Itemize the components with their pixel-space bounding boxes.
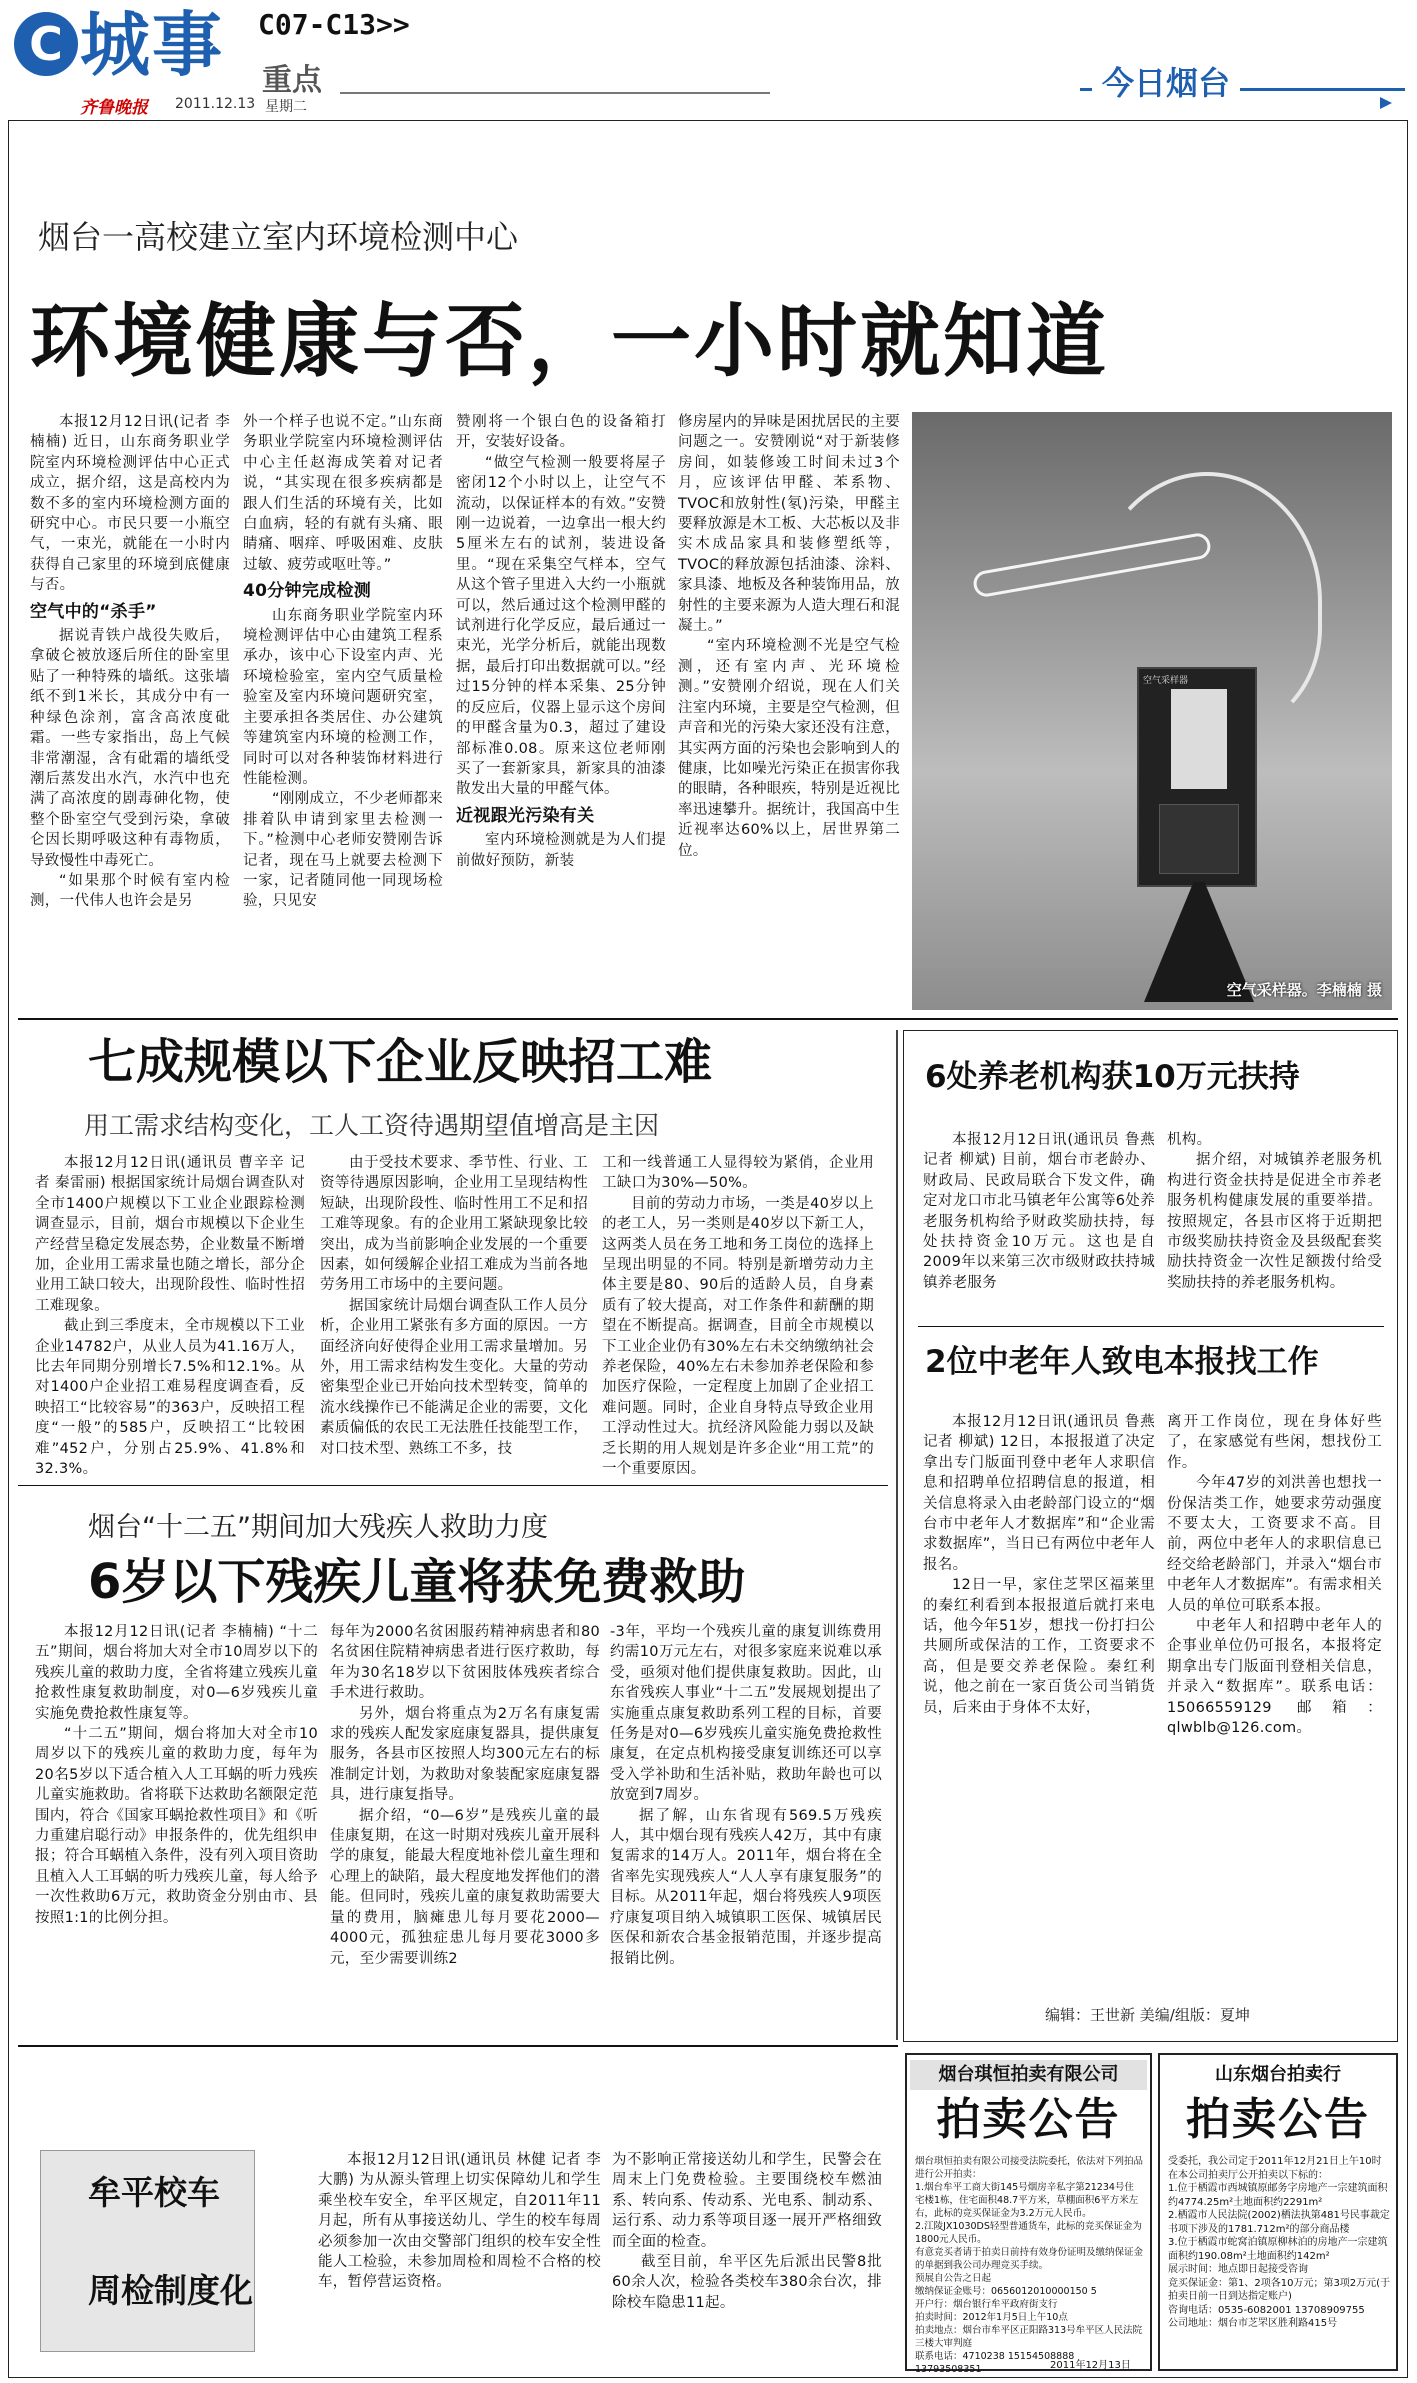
article1-col3: 赞刚将一个银白色的设备箱打开，安装好设备。 “做空气检测一般要将屋子密闭12个小时以上，让空气不流动，以保证样本的有效。”安赞刚一边说着，一边拿出一根大约5厘米左右的试剂，装进设备里。“现在采集空气样本，空气从这个管子里进入大约一小瓶就可以，然后通过这个检测甲醛的试剂进行化学反应，最后通过一束光，光学分析后，就能出现数据，最后打印出数据就可以。”经过15分钟的样本采集、25分钟的反应后，仪器上显示这个房间的甲醛含量为0.3，超过了建设部标准0.08。原来这位老师刚买了一套新家具，新家具的油漆散发出大量的甲醛气体。 近视跟光污染有关 室内环境检测就是为人们提前做好预防，新装 (456, 414, 666, 869)
photo-caption: 空气采样器。李楠楠 摄 (1226, 981, 1382, 999)
article3-headline: 6处养老机构获10万元扶持 (925, 1059, 1300, 1095)
ad2-company: 山东烟台拍卖行 (1215, 2064, 1341, 2085)
article2-col1: 本报12月12日讯(通讯员 曹辛辛 记者 秦雷丽) 根据国家统计局烟台调查队对全市1400户规模以下工业企业跟踪检测调查显示，目前，烟台市规模以下企业生产经营呈稳定发展态势，企业数量不断增加，企业用工需求量也随之增长，部分企业用工缺口较大，出现阶段性、临时性招工难现象。 截止到三季度末，全市规模以下工业企业14782户，从业人员为41.16万人，比去年同期分别增长7.5%和12.1%。从对1400户企业招工难易程度调查看，反映招工“比较容易”的363户，反映招工程度“一般”的585户，反映招工“比较困难”452户，分别占25.9%、41.8%和32.3%。 (35, 1155, 305, 1478)
article5-headline: 6岁以下残疾儿童将获免费救助 (88, 1554, 746, 1610)
photo-device-icon (1137, 667, 1257, 887)
article1-col4: 修房屋内的异味是困扰居民的主要问题之一。安赞刚说“对于新装修房间，如装修竣工时间未过3个月，应该评估甲醛、苯系物、TVOC和放射性(氡)污染，甲醛主要释放源是木工板、大芯板以及非实木成品家具和装修塑纸等，TVOC的释放源包括油漆、涂料、家具漆、地板及各种装饰用品，放射性的主要来源为人造大理石和混凝土。” “室内环境检测不光是空气检测，还有室内声、光环境检测。”安赞刚介绍说，现在人们关注室内环境，主要是空气检测，但声音和光的污染大家还没有注意，其实两方面的污染也会影响到人的健康，比如噪光污染正在损害你我的眼睛，各种眼疾，特别是近视比率迅速攀升。据统计，我国高中生近视率达60%以上，居世界第二位。 (678, 414, 900, 859)
ad2-body: 受委托，我公司定于2011年12月21日上午10时在本公司拍卖厅公开拍卖以下标的： 1.位于栖霞市西城镇原邮务字房地产一宗建筑面积约4774.25m²土地面积约2291m² 2.栖霞市人民法院(2002)栖法执第481号民事裁定书项下涉及的1781.712m²的部分商品楼 3.位于栖霞市蛇窝泊镇原柳林泊的房地产一宗建筑面积约190.08m²土地面积约142m² 展示时间：地点即日起接受咨询 竞买保证金：第1、2项各10万元；第3项2万元(于拍卖日前一日到达指定账户) 咨询电话：0535-6082001 13708909755 公司地址：烟台市芝罘区胜利路415号 (1168, 2156, 1391, 2329)
article6-title-line1: 牟平校车 (88, 2173, 220, 2212)
article6-col1: 本报12月12日讯(通讯员 林健 记者 李大鹏) 为从源头管理上切实保障幼儿和学生乘坐校车安全，牟平区规定，自2011年11月起，所有从事接送幼儿、学生的校车每周必须参加一次由交警部门组织的校车安全性能人工检验，未参加周检和周检不合格的校车，暂停营运资格。 (318, 2152, 601, 2291)
ad1-date: 2011年12月13日 (1050, 2360, 1131, 2371)
article6-col2: 为不影响正常接送幼儿和学生，民警会在周末上门免费检验。主要围绕校车燃油系、转向系、传动系、光电系、制动系、运行系、动力系等项目逐一展开严格细致而全面的检查。 截至目前，牟平区先后派出民警8批60余人次，检验各类校车380余台次，排除校车隐患11起。 (612, 2152, 882, 2311)
article1-col1: 本报12月12日讯(记者 李楠楠) 近日，山东商务职业学院室内环境检测评估中心正式成立，据介绍，这是高校内为数不多的室内环境检测方面的研究中心。市民只要一小瓶空气，一束光，就能在一小时内获得自己家里的环境到底健康与否。 空气中的“杀手” 据说青铁户战役失败后，拿破仑被放逐后所住的卧室里贴了一种特殊的墙纸。这张墙纸不到1米长，其成分中有一种绿色涂剂，富含高浓度砒霜。一些专家指出，岛上气候非常潮湿，含有砒霜的墙纸受潮后蒸发出水汽，水汽中也充满了高浓度的剧毒砷化物，使整个卧室空气受到污染，拿破仑因长期呼吸这种有毒物质，导致慢性中毒死亡。 “如果那个时候有室内检测，一代伟人也许会是另 (30, 414, 230, 910)
ad1-company: 烟台琪恒拍卖有限公司 (910, 2060, 1147, 2090)
article2-headline: 七成规模以下企业反映招工难 (88, 1034, 713, 1090)
divider-lower (18, 2045, 898, 2047)
ad1-body: 烟台琪恒拍卖有限公司接受法院委托，依法对下列拍品进行公开拍卖： 1.烟台牟平工商大街145号烟房辛私字第21234号住宅楼1栋，住宅面积48.7平方米，草棚面积6平方米左右，此标的竞买保证金为3.2万元人民币。 2.江陵JX1030DS轻型普通货车，此标的竞买保证金为1800元人民币。 有意竞买者请于拍卖日前持有效身份证明及缴纳保证金的单据到我公司办理竞买手续。 预展自公告之日起 缴纳保证金账号：0656012010000150 5 开户行：烟台银行牟平政府街支行 拍卖时间：2012年1月5日上午10点 拍卖地点：烟台市牟平区正阳路313号牟平区人民法院三楼大审判庭 联系电话：4710238 15154508888 13793508351 (915, 2156, 1144, 2375)
article5-col3: -3年，平均一个残疾儿童的康复训练费用约需10万元左右，对很多家庭来说难以承受，亟须对他们提供康复救助。因此，山东省残疾人事业“十二五”发展规划提出了实施重点康复救助系列工程的目标，首要任务是对0—6岁残疾儿童实施免费抢救性康复，在定点机构接受康复训练还可以享受入学补助和生活补贴，救助年龄也可以放宽到7周岁。 据了解，山东省现有569.5万残疾人，其中烟台现有残疾人42万，其中有康复需求的14万人。2011年，烟台将在全省率先实现残疾人“人人享有康复服务”的目标。从2011年起，烟台将残疾人9项医疗康复项目纳入城镇职工医保、城镇居民医保和新农合基金报销范围，并逐步提高报销比例。 (610, 1624, 882, 1967)
article4-col1: 本报12月12日讯(通讯员 鲁燕 记者 柳斌) 12日，本报报道了决定拿出专门版面刊登中老年人求职信息和招聘单位招聘信息的报道，相关信息将录入由老龄部门设立的“烟台市中老年人才数据库”和“企业需求数据库”，当日已有两位中老年人报名。 12日一早，家住芝罘区福莱里的秦红利看到本报报道后就打来电话，他今年51岁，想找一份打扫公共厕所或保洁的工作，工资要求不高，但是要交养老保险。秦红利说，他之前在一家百货公司当销货员，后来由于身体不太好， (923, 1414, 1155, 1716)
article1-col2: 外一个样子也说不定。”山东商务职业学院室内环境检测评估中心主任赵海成笑着对记者说，“其实现在很多疾病都是跟人们生活的环境有关，比如白血病，轻的有就有头痛、眼睛痛、咽痒、呼吸困难、皮肤过敏、疲劳或呕吐等。” 40分钟完成检测 山东商务职业学院室内环境检测评估中心由建筑工程系承办，该中心下设室内声、光环境检验室，室内空气质量检验室及室内环境问题研究室，主要承担各类居住、办公建筑等建筑室内环境的检测工作，同时可以对各种装饰材料进行性能检测。 “刚刚成立，不少老师都来排着队申请到家里去检测一下。”检测中心老师安赞刚告诉记者，现在马上就要去检测下一家，记者随同他一同现场检验，只见安 (243, 414, 443, 910)
article2-col2: 由于受技术要求、季节性、行业、工资等待遇原因影响，企业用工呈现结构性短缺，出现阶段性、临时性用工不足和招工难等现象。有的企业用工紧缺现象比较突出，成为当前影响企业发展的一个重要因素，如何缓解企业招工难成为当前各地劳务用工市场中的主要问题。 据国家统计局烟台调查队工作人员分析，企业用工紧张有多方面的原因。一方面经济向好使得企业用工需求量增加。另外，用工需求结构发生变化。大量的劳动密集型企业已开始向技术型转变，简单的流水线操作已不能满足企业的需要，文化素质偏低的农民工无法胜任技能型工作，对口技术型、熟练工不多，技 (320, 1155, 588, 1457)
article6-title-line2: 周检制度化 (88, 2271, 253, 2310)
edition-label: 今日烟台 (1092, 58, 1240, 104)
article2-col3: 工和一线普通工人显得较为紧俏，企业用工缺口为30%—50%。 目前的劳动力市场，一类是40岁以上的老工人，另一类则是40岁以下新工人，这两类人员在务工地和务工岗位的选择上呈现出明显的不同。特别是新增劳动力主体主要是80、90后的适龄人员，自身素质有了较大提高，对工作条件和薪酬的期望在不断提高。据调查，目前全市规模以下工业企业仍有30%左右未交纳缴纳社会养老保险，40%左右未参加养老保险和参加医疗保险，一定程度上加剧了企业招工难问题。同时，企业自身特点导致企业用工浮动性过大。抗经济风险能力弱以及缺乏长期的用人规划是许多企业“用工荒”的一个重要原因。 (602, 1155, 874, 1478)
article5-col1: 本报12月12日讯(记者 李楠楠) “十二五”期间，烟台将加大对全市10周岁以下的残疾儿童的救助力度，全省将建立残疾儿童抢救性康复救助制度，对0—6岁残疾儿童实施免费抢救性康复等。 “十二五”期间，烟台将加大对全市10周岁以下的残疾儿童的救助力度，每年为20名5岁以下适合植入人工耳蜗的听力残疾儿童实施救助。省将联下达救助名额限定范围内，符合《国家耳蜗抢救性项目》和《听力重建启聪行动》申报条件的，优先组织申报；符合耳蜗植入条件，没有列入项目资助且植入人工耳蜗的听力残疾儿童，每人给予一次性救助6万元，救助资金分别由市、县按照1:1的比例分担。 (35, 1624, 318, 1926)
device-label: 空气采样器 (1143, 676, 1189, 686)
sub-section: 重点 (262, 63, 322, 98)
ad2-title: 拍卖公告 (1186, 2094, 1370, 2145)
article5-col2: 每年为2000名贫困服药精神病患者和80名贫困住院精神病患者进行医疗救助，每年为30名18岁以下贫困肢体残疾者综合手术进行救助。 另外，烟台将重点为2万名有康复需求的残疾人配发家庭康复器具，提供康复服务，各县市区按照人均300元左右的标准制定计划，为救助对象装配家庭康复器具，进行康复指导。 据介绍，“0—6岁”是残疾儿童的最佳康复期，在这一时期对残疾儿童开展科学的康复，能最大程度地补偿儿童生理和心理上的缺陷，最大程度地发挥他们的潜能。但同时，残疾儿童的康复救助需要大量的费用，脑瘫患儿每月要花2000—4000元，孤独症患儿每月要花3000多元，至少需要训练2 (330, 1624, 600, 1967)
article3-col1: 本报12月12日讯(通讯员 鲁燕 记者 柳斌) 目前，烟台市老龄办、财政局、民政局联合下发文件，确定对龙口市北马镇老年公寓等6处养老服务机构给予财政奖励扶持，每处扶持资金10万元。这也是自2009年以来第三次市级财政扶持城镇养老服务 (923, 1132, 1155, 1291)
article5-kicker: 烟台“十二五”期间加大残疾人救助力度 (88, 1512, 548, 1543)
article1-photo (912, 412, 1392, 1010)
article1-kicker: 烟台一高校建立室内环境检测中心 (38, 218, 519, 256)
ad1-title: 拍卖公告 (936, 2094, 1121, 2145)
issue-weekday: 星期二 (265, 99, 307, 115)
divider-mid (18, 1485, 888, 1486)
divider-upper (18, 1018, 1398, 1020)
edition-arrow-icon (1380, 97, 1392, 109)
article2-subhead: 用工需求结构变化，工人工资待遇期望值增高是主因 (84, 1111, 660, 1140)
divider-vertical-right (896, 1030, 898, 2040)
article3-rule (918, 1326, 1384, 1327)
paper-name-logo: 齐鲁晚报 (80, 98, 148, 118)
issue-date: 2011.12.13 (175, 96, 256, 112)
article3-col2: 机构。 据介绍，对城镇养老服务机构进行资金扶持是促进全市养老服务机构健康发展的重要举措。按照规定，各县市区将于近期把市级奖励扶持资金及县级配套奖励扶持资金一次性足额拨付给受奖励扶持的养老服务机构。 (1167, 1132, 1382, 1291)
article1-headline: 环境健康与否，一小时就知道 (30, 295, 1109, 388)
section-name: 城事 (80, 4, 224, 86)
section-logo-icon: C (14, 12, 78, 76)
editor-credit: 编辑：王世新 美编/组版：夏坤 (1045, 2006, 1250, 2024)
article4-col2: 离开工作岗位，现在身体好些了，在家感觉有些闲，想找份工作。 今年47岁的刘洪善也想找一份保洁类工作，她要求劳动强度不要太大，工资要求不高。目前，两位中老年人的求职信息已经交给老龄部门，并录入“烟台市中老年人才数据库”。有需求相关人员的单位可联系本报。 中老年人和招聘中老年人的企事业单位仍可报名，本报将定期拿出专门版面刊登相关信息，并录入“数据库”。联系电话：15066559129 邮箱：qlwblb@126.com。 (1167, 1414, 1383, 1737)
article4-headline: 2位中老年人致电本报找工作 (925, 1344, 1319, 1380)
masthead-rule (340, 92, 770, 94)
page-range: C07-C13>> (258, 8, 410, 41)
